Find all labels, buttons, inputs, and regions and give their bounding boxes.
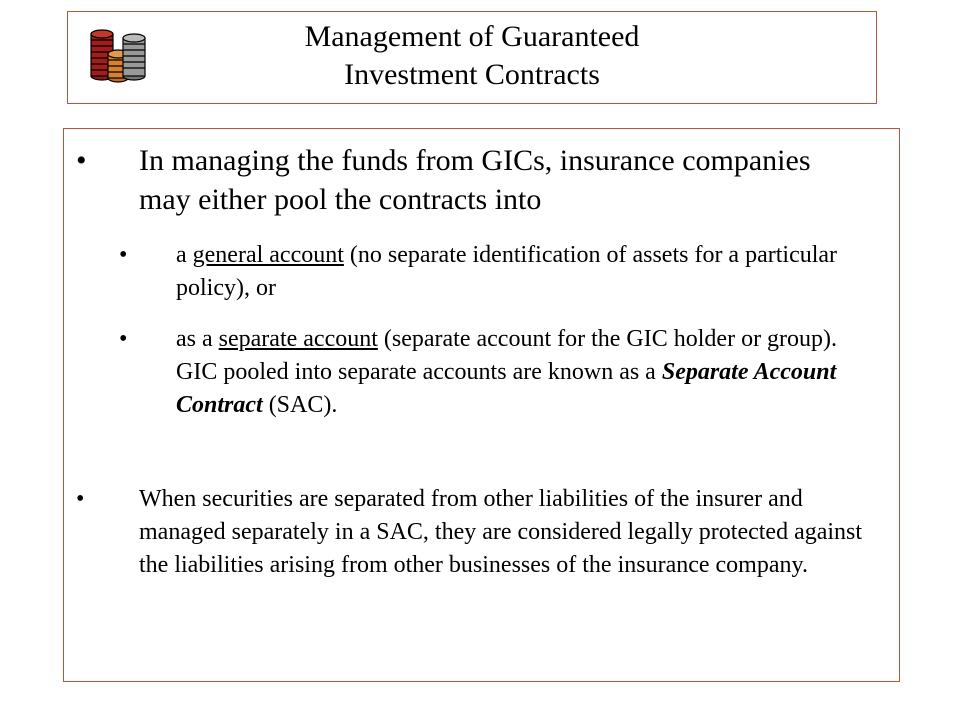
bullet-2-prefix: a bbox=[176, 242, 193, 268]
bullet-4 bbox=[76, 483, 886, 582]
bullet-3-mid: (separate account for the GIC holder or group). GIC pooled into separate accounts are known as a bbox=[176, 326, 838, 385]
general-account-term: general account bbox=[192, 242, 344, 268]
bullet-3-symbol: • bbox=[119, 326, 128, 352]
bullet-3-suffix: (SAC). bbox=[262, 392, 338, 418]
bullet-2-symbol: • bbox=[119, 242, 128, 268]
separate-account-term: separate account bbox=[218, 326, 378, 352]
bullet-1 bbox=[76, 141, 876, 219]
bullet-3-prefix: as a bbox=[176, 326, 219, 352]
bullet-2-text bbox=[176, 239, 856, 305]
bullet-2-suffix: (no separate identification of assets for a particular policy), or bbox=[176, 242, 838, 301]
bullet-4-symbol: • bbox=[76, 486, 85, 512]
title-line-2: Investment Contracts bbox=[344, 58, 600, 91]
bullet-4-text: When securities are separated from other liabilities of the insurer and managed separately in a SAC, they are considered legally protected against the liabilities arising from other businesses of the insurance company. bbox=[139, 486, 863, 578]
bullet-3-text bbox=[176, 323, 856, 422]
sac-term: Separate Account Contract bbox=[176, 359, 837, 418]
title-line-1: Management of Guaranteed bbox=[304, 20, 640, 53]
bullet-1-symbol: • bbox=[76, 144, 87, 177]
content-box bbox=[63, 128, 900, 682]
bullet-2 bbox=[119, 239, 879, 305]
title-box bbox=[67, 11, 877, 104]
slide-title bbox=[68, 18, 876, 94]
bullet-3 bbox=[119, 323, 879, 422]
bullet-1-text: In managing the funds from GICs, insurance companies may either pool the contracts into bbox=[139, 144, 811, 216]
